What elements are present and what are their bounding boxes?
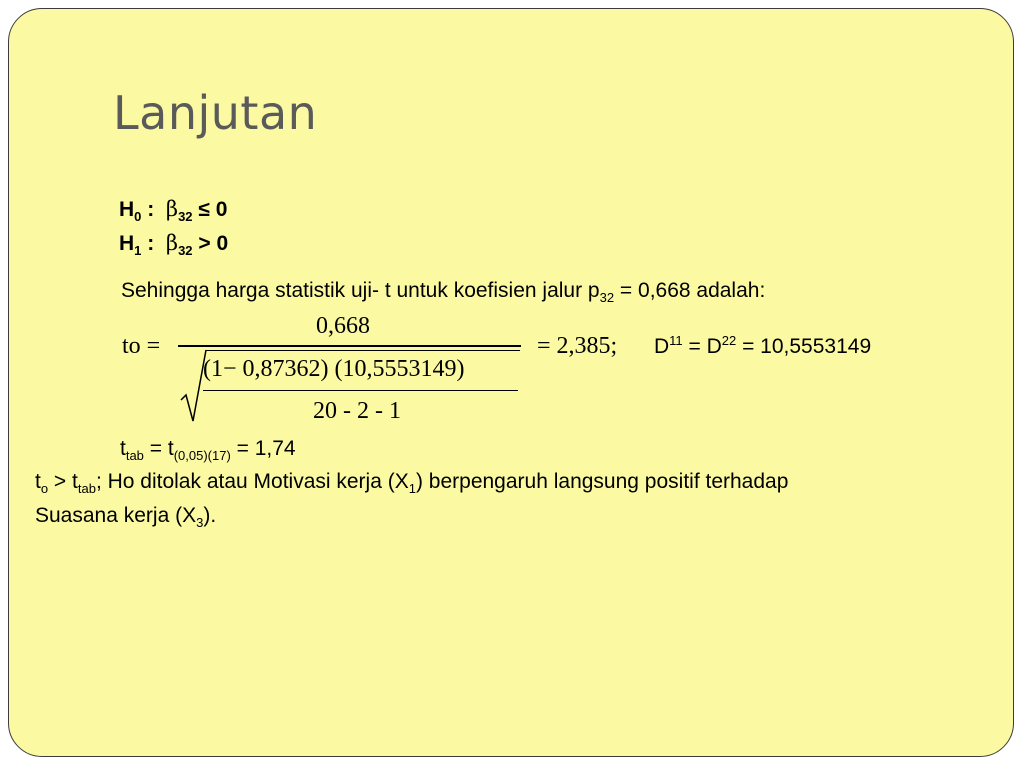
inner-numerator: (1− 0,87362) (10,5553149): [203, 356, 465, 382]
slide-title: Lanjutan: [113, 86, 318, 140]
conclusion-line-1: $t_o > t_{tab}$; Ho ditolak atau Motivasi kerja $(X_1)$ berpengaruh langsung positif terhadap: [35, 470, 789, 497]
formula-result: = 2,385;: [537, 333, 618, 359]
radical-bar: [206, 350, 520, 351]
conclusion-line-2: Suasana kerja $(X_3)$.: [35, 504, 217, 531]
hypothesis-h0: $H_0$ : $\beta_{32} \le 0$: [119, 197, 228, 225]
inner-denominator: 20 - 2 - 1: [313, 398, 401, 424]
formula-lhs: to =: [122, 333, 161, 359]
inner-fraction-bar: [203, 390, 518, 391]
t-table-value: $t_{tab} = t_{(0,05)(17)} = 1,74$: [120, 437, 296, 464]
d-values: $D^{11} = D^{22} = 10,5553149$: [654, 333, 872, 358]
formula-numerator: 0,668: [316, 313, 370, 339]
hypothesis-h1: $H_1$ : $\beta_{32} > 0$: [119, 231, 229, 259]
intro-sentence: Sehingga harga statistik uji- t untuk koefisien jalur $p_{32} = 0,668$ adalah:: [121, 279, 766, 306]
main-fraction-bar: [178, 345, 521, 347]
